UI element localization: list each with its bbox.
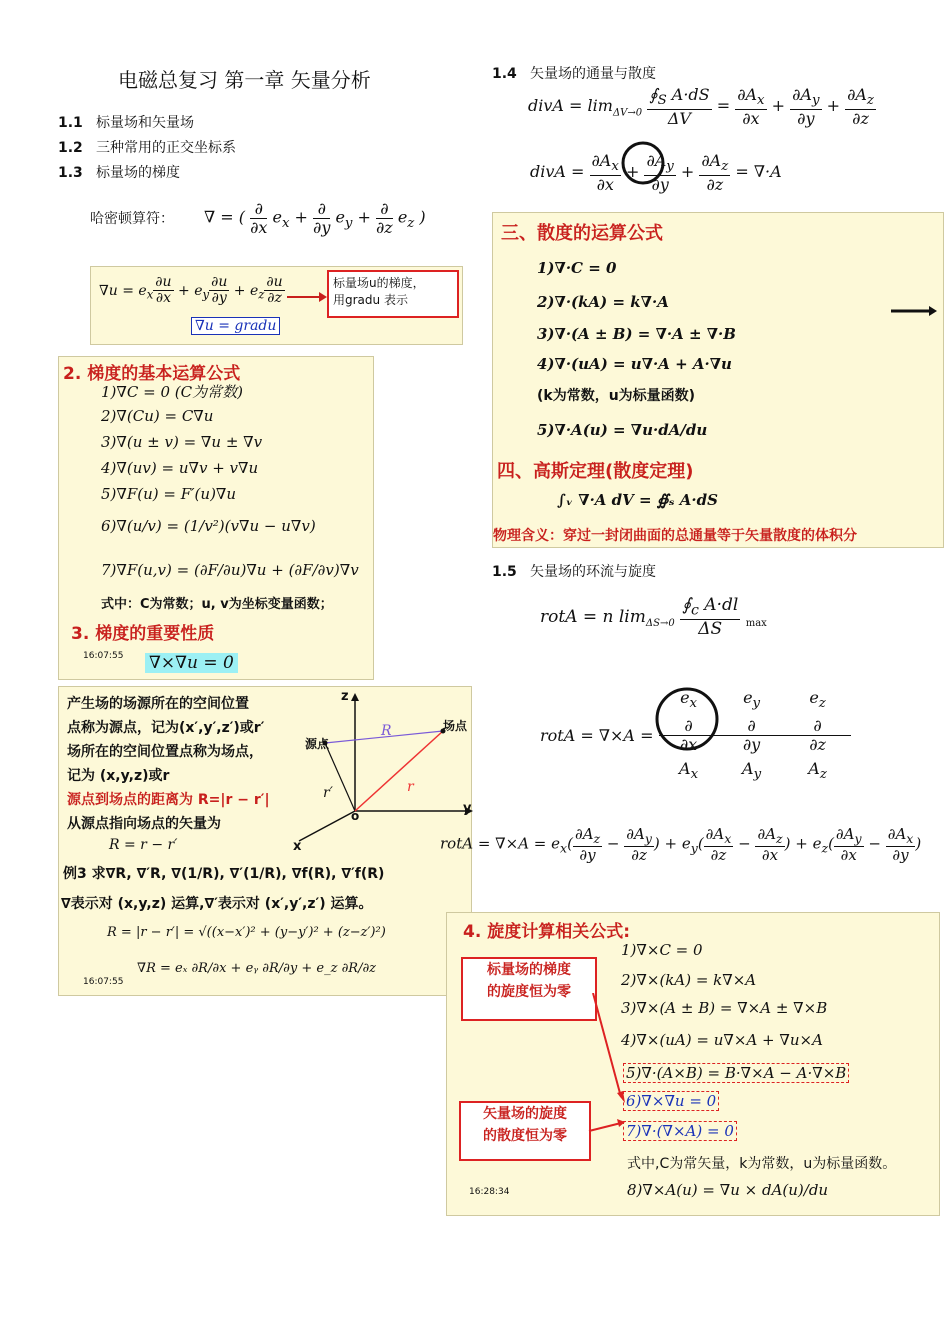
grad-item-3: 3)∇(u ± v) = ∇u ± ∇v <box>101 433 263 451</box>
curl-definition: rotA = n $\lim_{\Delta S\to 0}$ $\frac{∮_c A\cdot dl}{\Delta S}$ $_{max}$ <box>540 595 767 639</box>
curl-item-1: 1)∇×C = 0 <box>621 941 703 959</box>
div-formulas-head: 三、散度的运算公式 <box>501 223 663 244</box>
section-1-3: 1.3 标量场的梯度 <box>58 165 180 181</box>
curl-formulas-head: 4. 旋度计算相关公式: <box>463 922 631 942</box>
grad-item-6: 6)∇(u/v) = (1/v²)(v∇u − u∇v) <box>101 517 316 535</box>
origin-label: o <box>351 809 360 823</box>
curl-item-2: 2)∇×(kA) = k∇×A <box>621 971 757 989</box>
gradu-box: ∇u = gradu <box>191 317 280 335</box>
grad-item-2: 2)∇(Cu) = C∇u <box>101 407 214 425</box>
source-line-5: 源点到场点的距离为 R=|r − r′| <box>67 792 270 808</box>
gauss-formula: ∫ᵥ ∇·A dV = ∯ₛ A·dS <box>557 491 718 509</box>
curl-item-4: 4)∇×(uA) = u∇×A + ∇u×A <box>621 1031 823 1049</box>
curl-item-5: 5)∇·(A×B) = B·∇×A − A·∇×B <box>623 1063 849 1083</box>
curl-determinant: rotA = ∇×A = $e_x$ $e_y$ $e_z$ $\frac{\partial}{\partial x}$ $\frac{\partial}{\partial y}$ $\frac{\partial}{\partial z}$ $A_x$ $A_y$ $A_z$ <box>540 688 851 783</box>
section-1-1: 1.1 标量场和矢量场 <box>58 115 194 131</box>
curl-note: 式中,C为常矢量，k为常数，u为标量函数。 <box>627 1156 897 1172</box>
div-item-4: 4)∇·(uA) = u∇·A + A·∇u <box>537 355 732 373</box>
source-line-6: 从源点指向场点的矢量为 <box>67 816 221 832</box>
arrow-icon <box>891 305 937 317</box>
divergence-definition: divA = $\lim_{\Delta V\to 0}$ $\frac{∮_S A\cdot dS}{\Delta V}$ = $\frac{\partial A_x}{\partial x}$ + $\frac{\partial A_y}{\partial y}$ + $\frac{\partial A_z}{\partial z}$ <box>528 85 874 128</box>
grad-formulas-head: 2. 梯度的基本运算公式 <box>63 364 241 384</box>
div-item-1: 1)∇·C = 0 <box>537 259 617 277</box>
div-item-3: 3)∇·(A ± B) = ∇·A ± ∇·B <box>537 325 736 343</box>
source-field-panel <box>58 686 472 996</box>
r-formula: R = |r − r′| = √((x−x′)² + (y−y′)² + (z−z′)²) <box>107 925 386 940</box>
curl-item-3: 3)∇×(A ± B) = ∇×A ± ∇×B <box>621 999 828 1017</box>
page-title: 电磁总复习 第一章 矢量分析 <box>118 68 371 92</box>
grad-property-head: 3. 梯度的重要性质 <box>71 624 215 644</box>
div-note: (k为常数，u为标量函数) <box>537 388 696 404</box>
divergence-panel <box>492 212 944 548</box>
circle-mark-icon <box>620 140 666 186</box>
gradient-note: 标量场u的梯度， 用gradu 表示 <box>327 270 459 318</box>
curl-item-8: 8)∇×A(u) = ∇u × dA(u)/du <box>627 1181 829 1199</box>
R-label: R <box>381 723 392 739</box>
grad-formulas-panel <box>58 356 374 680</box>
field-point-label: 场点 <box>443 719 468 733</box>
div-of-curl-note: 矢量场的旋度 的散度恒为零 <box>459 1101 591 1161</box>
physical-meaning: 物理含义：穿过一封闭曲面的总通量等于矢量散度的体积分 <box>493 528 857 544</box>
curl-formulas-panel <box>446 912 940 1216</box>
hamilton-label: 哈密顿算符： <box>90 211 174 227</box>
grad-item-5: 5)∇F(u) = F′(u)∇u <box>101 485 237 503</box>
source-line-4: 记为 (x,y,z)或r <box>67 768 170 784</box>
r-label: r <box>407 779 414 795</box>
source-line-1: 产生场的场源所在的空间位置 <box>67 696 249 712</box>
axis-z-label: z <box>341 689 349 704</box>
gradient-formula: $\nabla u = e_x$ $\frac{\partial u}{\partial x}$ + $e_y$ $\frac{\partial u}{\partial y}$ + $e_z$ $\frac{\partial u}{\partial z}$ <box>99 274 283 307</box>
curl-of-gradient-note: 标量场的梯度 的旋度恒为零 <box>461 957 597 1021</box>
arrow-icon <box>287 289 327 305</box>
section-1-5: 1.5 矢量场的环流与旋度 <box>492 564 656 580</box>
operator-explain: ∇表示对 (x,y,z) 运算,∇′表示对 (x′,y′,z′) 运算。 <box>61 896 373 912</box>
curl-grad-zero: ∇×∇u = 0 <box>145 653 238 673</box>
r-vector: R = r − r′ <box>109 837 178 853</box>
timestamp: 16:28:34 <box>469 1187 510 1197</box>
section-1-2: 1.2 三种常用的正交坐标系 <box>58 140 236 156</box>
example-3: 例3 求∇R, ∇′R, ∇(1/R), ∇′(1/R), ∇f(R), ∇′f(R) <box>63 866 385 882</box>
section-1-4: 1.4 矢量场的通量与散度 <box>492 66 656 82</box>
divergence-nabla: divA = $\frac{\partial A_x}{\partial x}$ + $\frac{\partial A_y}{\partial y}$ + $\frac{\partial A_z}{\partial z}$ = ∇·A <box>530 151 782 194</box>
timestamp: 16:07:55 <box>83 651 124 661</box>
source-line-3: 场所在的空间位置点称为场点， <box>67 744 263 760</box>
source-point-label: 源点 <box>305 737 330 751</box>
grad-item-7: 7)∇F(u,v) = (∂F/∂u)∇u + (∂F/∂v)∇v <box>101 561 359 579</box>
curl-item-6: 6)∇×∇u = 0 <box>623 1091 719 1111</box>
timestamp: 16:07:55 <box>83 977 124 987</box>
grad-r-formula: ∇R = eₓ ∂R/∂x + eᵧ ∂R/∂y + e_z ∂R/∂z <box>137 961 377 976</box>
source-line-2: 点称为源点，记为(x′,y′,z′)或r′ <box>67 720 265 736</box>
pointer-arrows <box>587 993 627 1133</box>
grad-note: 式中：C为常数；u, v为坐标变量函数； <box>101 597 333 612</box>
gauss-head: 四、高斯定理(散度定理) <box>497 461 694 482</box>
hamilton-formula: ∇ = ( $\frac{\partial}{\partial x}$ $e_x$ + $\frac{\partial}{\partial y}$ $e_y$ + $\frac{\partial}{\partial z}$ $e_z$ ) <box>204 199 426 237</box>
grad-item-4: 4)∇(uv) = u∇v + v∇u <box>101 459 259 477</box>
axis-x-label: x <box>293 839 302 854</box>
gradient-panel <box>90 266 463 345</box>
r-prime-label: r′ <box>323 785 333 801</box>
curl-expansion: rotA = $\nabla\times A = e_x$( $\frac{\partial A_z}{\partial y}$ − $\frac{\partial A_y}{\partial z}$ ) + $e_y$( $\frac{\partial A_x}{\partial z}$ − $\frac{\partial A_z}{\partial x}$ ) + $e_z$( $\frac{\partial A_y}{\partial x}$ − $\frac{\partial A_x}{\partial y}$ ) <box>440 825 922 864</box>
div-item-2: 2)∇·(kA) = k∇·A <box>537 293 669 311</box>
div-item-5: 5)∇·A(u) = ∇u·dA/du <box>537 421 708 439</box>
curl-item-7: 7)∇·(∇×A) = 0 <box>623 1121 737 1141</box>
axis-y-label: y <box>463 801 472 816</box>
grad-item-1: 1)∇C = 0 (C为常数) <box>101 383 243 401</box>
circle-mark-icon <box>654 686 724 756</box>
